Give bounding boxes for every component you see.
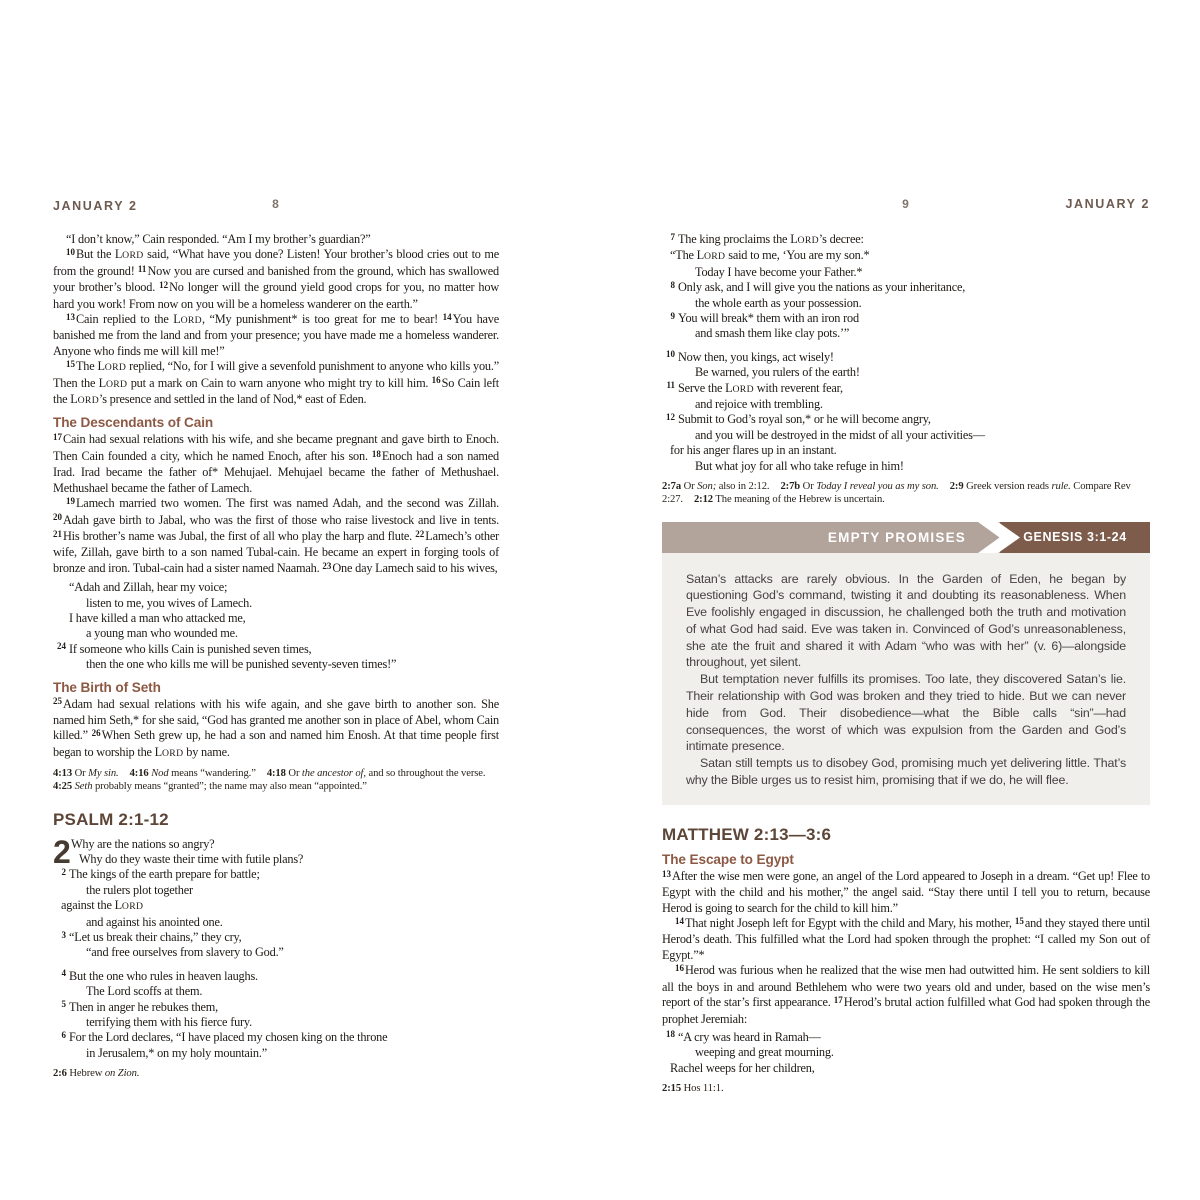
chapter-opening (53, 833, 499, 870)
verse-number: 9 (670, 310, 675, 321)
small-caps-lord: ORD (161, 747, 184, 759)
verse-number: 14 (675, 915, 684, 926)
reading-plan-heading: MATTHEW 2:13—3:6 (662, 824, 832, 844)
verse-paragraph: $^{13}$After the wise men were gone, an angel of the Lord appeared to Joseph in a dream. “Get up! Flee to Egypt with the child and his mother,” the angel said. “Stay there until I tell you to return, because Herod is going to search for the child to kill him.” (662, 868, 1150, 915)
poetry-line: “and free ourselves from slavery to God.” (86, 945, 284, 960)
verse-number: 5 (61, 999, 66, 1010)
poetry-block (662, 232, 1150, 474)
poetry-line: listen to me, you wives of Lamech. (86, 595, 252, 610)
devotional-paragraph: Satan’s attacks are rarely obvious. In the Garden of Eden, he began by questioning God’s command, twisting it and doubting its reasonableness. When Eve foolishly engaged in discussion, he challenged both the truth and motivation of what God had said. Eve was taken in. Convinced of God’s unreasonableness, she ate the fruit and shared it with Adam “who was with her” (v. 6)—alongside throughout, yet silent. (686, 571, 1126, 670)
devotional-banner (662, 522, 1150, 553)
poetry-line: Today I have become your Father.* (695, 264, 863, 279)
verse-number: 10 (666, 349, 675, 360)
poetry-line: Be warned, you rulers of the earth! (695, 365, 860, 380)
verse-number: 15 (1014, 915, 1024, 926)
poetry-line: 8 Only ask, and I will give you the nations as your inheritance, (662, 280, 1150, 295)
small-caps-lord: ORD (105, 378, 128, 390)
page-number: 8 (272, 197, 280, 211)
verse-paragraph: $^{25}$Adam had sexual relations with his wife again, and she gave birth to another son. She named him Seth,* for she said, “God has granted me another son in place of Abel, whom Cain killed.” $^{26}$When Seth grew up, he had a son and named him Enosh. At that time people first began to worship the LORD by name. (53, 696, 499, 759)
verse-number: 22 (415, 528, 425, 539)
verse-number: 10 (66, 247, 75, 258)
poetry-line: and rejoice with trembling. (695, 397, 823, 412)
footnotes: 2:7a Or Son; also in 2:12. 2:7b Or Today I reveal you as my son. 2:9 Greek version reads rule. Compare Rev 2:27. 2:12 The meaning of the Hebrew is uncertain. (662, 481, 1131, 506)
poetry-line: Why do they waste their time with futile plans? (79, 852, 304, 866)
small-caps-lord: ORD (104, 362, 127, 374)
poetry-line: 12 Submit to God’s royal son,* or he will become angry, (662, 412, 1150, 427)
verse-paragraph: $^{13}$Cain replied to the LORD, “My punishment* is too great for me to bear! $^{14}$You have banished me from the land and from your presence; you have made me a homeless wanderer. Anyone who finds me will kill me!” (53, 311, 499, 358)
reading-plan-heading: PSALM 2:1-12 (53, 809, 169, 829)
verse-number: 16 (675, 963, 684, 974)
verse-number: 18 (666, 1029, 675, 1040)
verse-paragraph: $^{19}$Lamech married two women. The first was named Adah, and the second was Zillah. $^{20}$Adah gave birth to Jabal, who was the first of those who raise livestock and live in tents. $^{21}$His brother’s name was Jubal, the first of all who play the harp and flute. $^{22}$Lamech’s other wife, Zillah, gave birth to a son named Tubal-cain. He became an expert in forging tools of bronze and iron. Tubal-cain had a sister named Naamah. $^{23}$One day Lamech said to his wives, (53, 495, 499, 575)
poetry-line: in Jerusalem,* on my holy mountain.” (86, 1045, 267, 1060)
verse-number: 7 (670, 231, 675, 242)
footnotes: 2:15 Hos 11:1. (662, 1083, 724, 1095)
poetry-line: and smash them like clay pots.’” (695, 326, 850, 341)
section-heading: The Descendants of Cain (53, 415, 214, 431)
poetry-line: I have killed a man who attacked me, (69, 610, 246, 625)
small-caps-lord: ORD (77, 395, 99, 407)
small-caps-lord: ORD (121, 901, 144, 913)
poetry-block (53, 580, 499, 672)
verse-paragraph: “I don’t know,” Cain responded. “Am I my brother’s guardian?” (66, 232, 371, 246)
devotional-banner-right (1000, 522, 1150, 553)
verse-number: 3 (61, 929, 66, 940)
poetry-line: 7 The king proclaims the LORD’s decree: (662, 232, 1150, 248)
stanza-gap (53, 961, 499, 969)
small-caps-lord: ORD (703, 251, 726, 263)
poetry-line: 10 Now then, you kings, act wisely! (662, 350, 1150, 365)
verse-number: 11 (137, 263, 147, 274)
poetry-line: 6 For the Lord declares, “I have placed my chosen king on the throne (53, 1030, 499, 1045)
verse-number: 6 (61, 1029, 66, 1040)
chevron-right-icon (978, 522, 1020, 553)
small-caps-lord: ORD (122, 250, 144, 262)
verse-number: 17 (833, 994, 843, 1005)
verse-paragraph: $^{16}$Herod was furious when he realized that the wise men had outwitted him. He sent soldiers to kill all the boys in and around Bethlehem who were two years old and under, based on the wise men’s report of the star’s first appearance. $^{17}$Herod’s brutal action fulfilled what God had spoken through the prophet Jeremiah: (662, 963, 1150, 1026)
poetry-line: 4 But the one who rules in heaven laughs. (53, 969, 499, 984)
page-header-right (662, 197, 1150, 212)
devotional-feature (662, 522, 1150, 805)
poetry-line: then the one who kills me will be punished seventy-seven times!” (86, 657, 397, 672)
poetry-line: 9 You will break* them with an iron rod (662, 311, 1150, 326)
poetry-line: But what joy for all who take refuge in him! (695, 458, 904, 473)
page-right (662, 197, 1150, 1095)
verse-number: 14 (442, 311, 452, 322)
verse-number: 4 (61, 968, 66, 979)
poetry-block (53, 833, 499, 1062)
poetry-block (662, 1030, 1150, 1076)
poetry-line: Why are the nations so angry? (71, 836, 215, 851)
poetry-line: and you will be destroyed in the midst of all your activities— (695, 427, 985, 442)
poetry-line: against the LORD (61, 898, 144, 913)
poetry-line: a young man who wounded me. (86, 626, 238, 641)
poetry-line: the whole earth as your possession. (695, 295, 862, 310)
poetry-line: 3 “Let us break their chains,” they cry, (53, 930, 499, 945)
verse-number: 18 (371, 448, 381, 459)
verse-number: 20 (53, 512, 62, 523)
poetry-line: 5 Then in anger he rebukes them, (53, 1000, 499, 1015)
verse-number: 12 (666, 411, 675, 422)
devotional-paragraph: But temptation never fulfills its promises. Too late, they discovered Satan’s lie. Their relationship with God was broken and they tried to hide. But we can never hide from God. Their disobedience—what the Bible calls “sin”—had consequences, the worst of which was expulsion from the Garden and God’s intimate presence. (686, 672, 1126, 754)
poetry-line: “Adah and Zillah, hear my voice; (69, 580, 228, 595)
page-left (53, 197, 499, 1080)
devotional-banner-left (662, 522, 1000, 553)
small-caps-lord: ORD (180, 315, 202, 327)
text-column-right (662, 232, 1150, 1095)
header-date: JANUARY 2 (1065, 197, 1150, 211)
verse-number: 26 (91, 728, 101, 739)
verse-number: 16 (431, 375, 441, 386)
poetry-line: for his anger flares up in an instant. (670, 443, 837, 458)
footnotes: 2:6 Hebrew on Zion. (53, 1068, 140, 1080)
poetry-line: and against his anointed one. (86, 914, 223, 929)
verse-number: 19 (66, 495, 75, 506)
poetry-line: The Lord scoffs at them. (86, 984, 203, 999)
section-heading: The Birth of Seth (53, 679, 161, 695)
chapter-number: 2 (53, 833, 70, 870)
devotional-reference: GENESIS 3:1-24 (1023, 529, 1127, 544)
verse-number: 21 (53, 528, 62, 539)
devotional-body (662, 553, 1150, 805)
small-caps-lord: ORD (732, 383, 754, 395)
poetry-line: terrifying them with his fierce fury. (86, 1015, 252, 1030)
section-heading: The Escape to Egypt (662, 851, 794, 867)
verse-number: 23 (322, 560, 332, 571)
devotional-title: EMPTY PROMISES (827, 529, 966, 545)
footnotes: 4:13 Or My sin. 4:16 Nod means “wandering.” 4:18 Or the ancestor of, and so throughout the verse.4:25 Seth probably means “granted”; the name may also mean “appointed.” (53, 768, 486, 793)
verse-number: 8 (670, 279, 675, 290)
verse-paragraph: $^{10}$But the LORD said, “What have you done? Listen! Your brother’s blood cries out to me from the ground! $^{11}$Now you are cursed and banished from the ground, which has swallowed your brother’s blood. $^{12}$No longer will the ground yield good crops for you, no matter how hard you work! From now on you will be a homeless wanderer on the earth.” (53, 247, 499, 311)
verse-number: 11 (666, 380, 675, 391)
poetry-line: 18 “A cry was heard in Ramah— (662, 1030, 1150, 1045)
header-date: JANUARY 2 (53, 199, 138, 213)
verse-number: 2 (61, 866, 66, 877)
small-caps-lord: ORD (797, 235, 819, 246)
poetry-line: “The LORD said to me, ‘You are my son.* (670, 248, 870, 263)
verse-number: 25 (53, 696, 62, 707)
poetry-line: 11 Serve the LORD with reverent fear, (662, 381, 1150, 397)
verse-number: 24 (57, 641, 66, 652)
verse-number: 12 (159, 280, 169, 291)
text-column-left (53, 232, 499, 1080)
verse-paragraph: $^{17}$Cain had sexual relations with his wife, and she became pregnant and gave birth to Enoch. Then Cain founded a city, which he named Enoch, after his son. $^{18}$Enoch had a son named Irad. Irad became the father of* Mehujael. Mehujael became the father of Methushael. Methushael became the father of Lamech. (53, 432, 499, 495)
page-number: 9 (902, 197, 910, 211)
verse-number: 13 (662, 868, 671, 879)
verse-number: 15 (66, 359, 75, 370)
devotional-paragraph: Satan still tempts us to disobey God, promising much yet delivering little. That’s why the Bible urges us to resist him, promising that if we do, he will flee. (686, 756, 1126, 788)
poetry-line: Rachel weeps for her children, (670, 1060, 815, 1075)
stanza-gap (662, 342, 1150, 350)
poetry-line: 2 The kings of the earth prepare for battle; (53, 867, 499, 882)
page-header-left (53, 197, 499, 212)
verse-paragraph: $^{15}$The LORD replied, “No, for I will give a sevenfold punishment to anyone who kills you.” Then the LORD put a mark on Cain to warn anyone who might try to kill him. $^{16}$So Cain left the LORD’s presence and settled in the land of Nod,* east of Eden. (53, 359, 499, 407)
verse-paragraph: $^{14}$That night Joseph left for Egypt with the child and Mary, his mother, $^{15}$and they stayed there until Herod’s death. This fulfilled what the Lord had spoken through the prophet: “I called my Son out of Egypt.”* (662, 915, 1150, 962)
poetry-line: the rulers plot together (86, 882, 193, 897)
verse-number: 17 (53, 432, 62, 443)
verse-number: 13 (66, 311, 75, 322)
poetry-line: 24 If someone who kills Cain is punished seven times, (53, 642, 499, 657)
poetry-line: weeping and great mourning. (695, 1045, 834, 1060)
